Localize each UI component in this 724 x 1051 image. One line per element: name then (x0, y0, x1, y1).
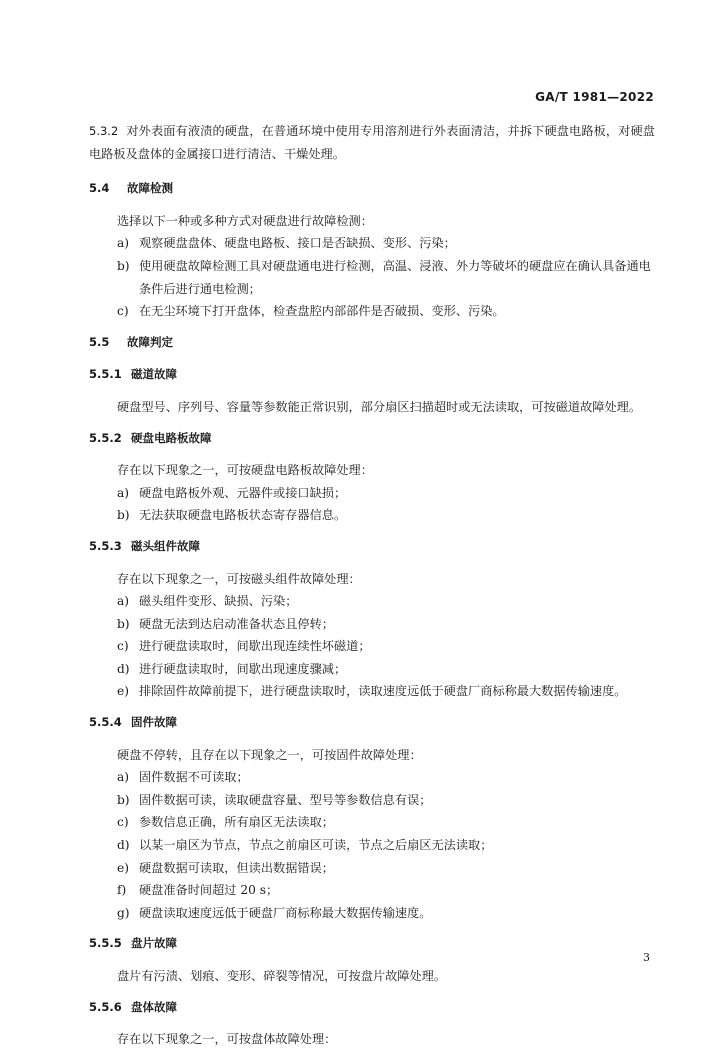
section-number: 5.4 (89, 181, 110, 196)
section-title: 盘片故障 (131, 936, 177, 951)
section-number: 5.5.4 (89, 715, 122, 730)
item-label: b) (117, 508, 130, 523)
list-item (89, 789, 655, 812)
item-text: 观察硬盘盘体、硬盘电路板、接口是否缺损、变形、污染； (139, 236, 456, 251)
item-text: 以某一扇区为节点，节点之前扇区可读，节点之后扇区无法读取； (139, 838, 493, 853)
item-text: 进行硬盘读取时，间歇出现连续性坏磁道； (139, 639, 371, 654)
item-label: b) (117, 616, 130, 631)
item-text: 硬盘读取速度远低于硬盘厂商标称最大数据传输速度。 (139, 905, 432, 920)
list-item (89, 857, 655, 880)
item-text: 参数信息正确，所有扇区无法读取； (139, 815, 334, 830)
list-item (89, 834, 655, 857)
section-title: 磁头组件故障 (131, 538, 200, 553)
list-item (89, 482, 655, 505)
list-item (89, 613, 655, 636)
heading-5-5-6 (89, 996, 655, 1019)
list-item (89, 232, 655, 255)
list-item (89, 811, 655, 834)
item-text: 固件数据不可读取； (139, 770, 249, 785)
item-text: 硬盘电路板外观、元器件或接口缺损； (139, 485, 347, 500)
item-label: a) (117, 594, 130, 609)
heading-5-5-2 (89, 427, 655, 450)
item-label: c) (117, 304, 129, 319)
item-label: a) (117, 770, 130, 785)
section-text: 对外表面有液渍的硬盘，在普通环境中使用专用溶剂进行外表面清洁，并拆下硬盘电路板，对硬盘电路板及盘体的金属接口进行清洁、干燥处理。 (89, 124, 655, 161)
heading-5-5 (89, 331, 655, 354)
item-text: 硬盘无法到达启动准备状态且停转； (139, 616, 334, 631)
section-5-3-2 (89, 120, 655, 165)
section-text: 硬盘型号、序列号、容量等参数能正常识别，部分扇区扫描超时或无法读取，可按磁道故障处理。 (117, 399, 642, 414)
heading-5-5-3 (89, 535, 655, 558)
item-label: b) (117, 792, 130, 807)
item-label: d) (117, 838, 130, 853)
section-title: 固件故障 (131, 715, 177, 730)
standard-number: GA/T 1981—2022 (535, 90, 654, 104)
section-number: 5.5.1 (89, 367, 122, 382)
item-text: 固件数据可读，读取硬盘容量、型号等参数信息有误； (139, 792, 432, 807)
section-title: 盘体故障 (131, 999, 177, 1014)
item-label: d) (117, 661, 130, 676)
list-item (89, 255, 655, 300)
section-number: 5.5.2 (89, 430, 122, 445)
intro-text: 存在以下现象之一，可按硬盘电路板故障处理： (117, 463, 373, 478)
section-number: 5.5 (89, 334, 110, 349)
list-item (89, 635, 655, 658)
section-title: 故障判定 (127, 334, 173, 349)
item-label: e) (117, 860, 129, 875)
section-number: 5.5.3 (89, 538, 122, 553)
list-item (89, 300, 655, 323)
intro-text: 存在以下现象之一，可按磁头组件故障处理： (117, 571, 361, 586)
list-item (89, 879, 655, 902)
item-label: b) (117, 258, 130, 273)
item-label: a) (117, 485, 130, 500)
item-label: a) (117, 236, 130, 251)
list-item (89, 590, 655, 613)
item-label: g) (117, 905, 130, 920)
section-title: 故障检测 (127, 181, 173, 196)
item-label: c) (117, 815, 129, 830)
intro-text: 选择以下一种或多种方式对硬盘进行故障检测： (117, 213, 373, 228)
section-text: 存在以下现象之一，可按盘体故障处理： (117, 1032, 337, 1047)
section-text: 盘片有污渍、划痕、变形、碎裂等情况，可按盘片故障处理。 (117, 969, 447, 983)
intro-text: 硬盘不停转，且存在以下现象之一，可按固件故障处理： (117, 747, 422, 762)
section-number: 5.3.2 (89, 124, 119, 138)
list-item (89, 658, 655, 681)
list-item (89, 766, 655, 789)
list-item (89, 680, 655, 703)
heading-5-5-5 (89, 932, 655, 955)
heading-5-4 (89, 177, 655, 200)
page-number: 3 (643, 951, 650, 964)
item-text: 硬盘准备时间超过 20 s； (139, 883, 279, 898)
document-body (89, 120, 655, 1051)
section-title: 硬盘电路板故障 (131, 430, 212, 445)
heading-5-5-1 (89, 363, 655, 386)
list-item (89, 902, 655, 925)
item-text: 磁头组件变形、缺损、污染； (139, 594, 298, 609)
section-number: 5.5.5 (89, 936, 122, 951)
item-label: e) (117, 684, 129, 699)
heading-5-5-4 (89, 711, 655, 734)
item-text: 使用硬盘故障检测工具对硬盘通电进行检测，高温、浸液、外力等破坏的硬盘应在确认具备通电条件后进行通电检测； (139, 258, 651, 296)
item-text: 排除固件故障前提下，进行硬盘读取时，读取速度远低于硬盘厂商标称最大数据传输速度。 (139, 684, 627, 699)
item-label: f) (117, 883, 127, 898)
item-text: 硬盘数据可读取，但读出数据错误； (139, 860, 334, 875)
item-text: 进行硬盘读取时，间歇出现速度骤减； (139, 661, 347, 676)
item-label: c) (117, 639, 129, 654)
list-item (89, 504, 655, 527)
section-title: 磁道故障 (131, 367, 177, 382)
item-text: 无法获取硬盘电路板状态寄存器信息。 (139, 508, 347, 523)
section-number: 5.5.6 (89, 999, 122, 1014)
item-text: 在无尘环境下打开盘体，检查盘腔内部部件是否破损、变形、污染。 (139, 304, 505, 319)
